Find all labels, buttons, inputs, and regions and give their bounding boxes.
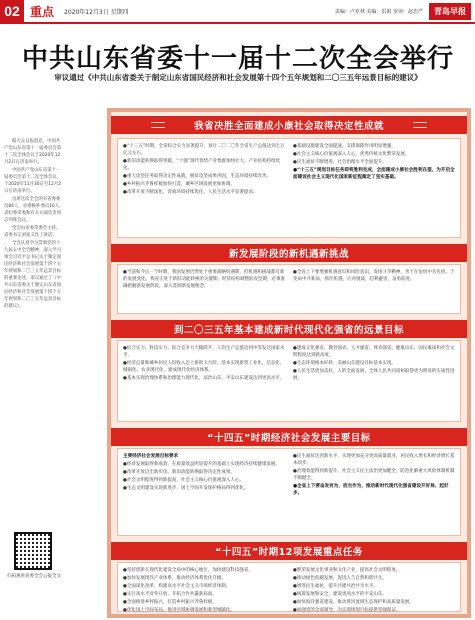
issue-date: 2020年12月3日 星期四 [64,8,129,16]
section-item: ●社会主义核心价值观深入人心，优秀传统文化繁荣发展。 [293,152,410,157]
section-item: ●推动绿色低碳发展，促进人与自然和谐共生。 [293,576,387,581]
section-title-1: 我省决胜全面建成小康社会取得决定性成就 [193,121,384,132]
qr-code[interactable] [14,532,52,570]
banner-ornament [151,122,165,128]
banner-ornament [413,122,427,128]
section-item: ●统筹发展和安全，建设更高水平的平安山东。 [293,592,387,597]
section-item: ●经济发展取得新成效，在质量效益明显提升的基础上实现经济持续健康发展。 [123,462,280,467]
section-title-5: “十四五”时期12项发展重点任务 [215,547,363,558]
section-item: ●全面推进乡村振兴，打造乡村振兴齐鲁样板。 [123,600,217,605]
section-item: ●重大攻坚任务取得决定性成就，脱贫攻坚成果巩固，生态环境持续改善。 [123,174,271,179]
left-article-column [4,138,64,311]
section-emphasis: ●“十三五”规划目标任务即将胜利完成，全面建成小康社会胜利在望，为开启全面建设社会主义现代化国家新征程奠定了坚实基础。 [293,168,455,180]
section-item: ●增进民生福祉，提升共建共治共享水平。 [293,584,378,589]
section-item: ●优化国土空间布局，推进区域协调发展和新型城镇化。 [123,608,235,613]
left-paragraph: 据大众日报消息，中国共产党山东省第十一届委员会第十二次全体会议于2020年12月2日在济南举行。 [4,139,62,165]
section-item: ●新旧动能转换取得突破，“十强”现代优势产业集群加快壮大，产业结构持续优化。 [123,159,281,171]
section-banner-1 [111,116,467,134]
section-title-2: 新发展阶段的新机遇新挑战 [228,249,349,260]
editor-credits: 责编：卢亚林 美编：雷娟 审读：赵忠严 [334,8,423,15]
subheadline: 审议通过《中共山东省委关于制定山东省国民经济和社会发展第十四个五年规划和二〇三五年远景目标的建议》 [54,73,422,82]
section-item: ●民生福祉不断增进，社会治理水平全面提升。 [293,160,387,165]
newspaper-logo: 青岛早报 [429,3,471,20]
section-item: ●基本实现治理体系和治理能力现代化，法治山东、平安山东建设达到更高水平。 [123,376,285,381]
section-item: ●坚持创新在现代化建设全局中的核心地位，加快建设科技强省。 [123,568,253,573]
left-paragraph: 全会认真学习贯彻党的十九届五中全会精神，深入学习领会习近平总书记关于制定国民经济和社会发展第十四个五年规划和二〇三五年远景目标的重要论述，审议通过了《中共山东省委关于制定山东省国民经济和社会发展第十四个五年规划和二〇三五年远景目标的建议》。 [4,241,62,309]
section-item: ●加强党的全面领导，为实现规划目标提供坚强保证。 [293,608,401,613]
section-banner-4 [111,428,467,446]
section-item: ●基础设施建设全面提速，支撑保障作用明显增强。 [293,144,396,149]
section-label: 重点 [30,4,55,19]
section-item: ●生态文明建设实现新进步，国土空间开发保护格局得到优化。 [123,486,249,491]
section-emphasis: ●全省上下要奋发有为、担当作为，推动新时代现代化强省建设开好局、起好步。 [293,484,449,496]
section-item: ●实行高水平对外开放，开拓合作共赢新局面。 [123,592,217,597]
section-body-3 [117,340,461,422]
section-item: ●改革开放迈出新步伐，新旧动能转换取得决定性成果。 [123,470,235,475]
section-item: ●经济总量和城乡居民人均收入迈上新的大台阶，基本实现新型工业化、信息化、城镇化、农业现代化，建成现代化经济体系。 [123,361,285,373]
section-banner-2 [111,244,467,262]
section-item: ●加快发展现代产业体系，推动经济体系优化升级。 [123,576,226,581]
section-item: ●改革开放不断深化，营商环境持续优化，人民生活水平显著提高。 [123,190,258,195]
section-item: ●当前和今后一个时期，我国发展仍然处于重要战略机遇期，但机遇和挑战都有新的发展变化。我省正处于新旧动能转换的关键期、经济结构调整的攻坚期，必须准确把握新发展阶段，深入贯彻新发展理念。 [123,270,285,289]
section-item: ●人民生活更加美好，人的全面发展、全体人民共同富裕取得更为明显的实质性进展。 [293,369,455,381]
section-item: ●全面深化改革，构建高水平社会主义市场经济体制。 [123,584,231,589]
section-banner-3 [111,320,467,338]
page-header [0,0,475,22]
summary-panel [107,108,471,618]
section-body-1 [117,138,461,238]
section-item: ●建成文化强省、教育强省、人才强省、体育强省、健康山东，国民素质和社会文明程度达到新高度。 [293,346,455,358]
left-paragraph: 全会由省委常委会主持。省委书记刘家义作了讲话。 [4,226,61,238]
left-paragraph: 中国共产党山东省第十一届委员会第十二次全体会议，于2020年11月30日至12月2日在济南举行。 [4,168,62,194]
section-subheading: 主要经济社会发展目标要求 [123,454,179,459]
section-body-5 [117,562,461,612]
section-item: ●社会文明程度得到新提高，社会主义核心价值观深入人心。 [123,478,244,483]
section-item: ●治理效能得到新提升，社会主义民主法治更加健全，防范化解重大风险体制机制不断健全。 [293,469,455,481]
section-title-3: 到二〇三五年基本建成新时代现代化强省的远景目标 [173,325,404,336]
section-item: ●综合实力、科技实力、综合竞争力大幅跃升，人均生产总值达到中等发达国家水平。 [123,346,285,358]
section-item: ●民生福祉达到新水平，实现更加充分更高质量就业，居民收入增长和经济增长基本同步。 [293,454,455,466]
section-item: ●“十三五”时期，全省综合实力显著提升，预计二〇二〇年全省生产总值达到七万亿元左右。 [123,144,285,156]
section-body-4 [117,448,461,536]
header-divider [0,22,475,24]
section-item: ●全省上下要增强机遇意识和风险意识，发扬斗争精神，善于在危机中育先机、于变局中开新局，抓住机遇，应对挑战，趋利避害，奋勇前进。 [293,270,455,282]
section-item: ●生态环境根本好转，美丽山东建设目标基本实现。 [293,361,396,366]
section-item: ●乡村振兴齐鲁样板加快打造，城乡区域发展更加协调。 [123,182,235,187]
qr-caption: 扫码观看省委全会公报全文 [7,574,61,579]
section-banner-5 [111,542,467,560]
page-number: 02 [0,0,24,22]
section-body-2 [117,264,461,314]
section-item: ●加快海洋强省建设，推动黄河流域生态保护和高质量发展。 [293,600,414,605]
headline: 中共山东省委十一届十二次全会举行 [21,44,454,74]
left-paragraph: 出席这次全会的有省委委员84人，省委候补委员10人。省纪委常委和有关方面负责同志列席会议。 [4,197,64,223]
section-title-4: “十四五”时期经济社会发展主要目标 [207,433,371,444]
section-item: ●繁荣发展文化事业和文化产业，提高社会文明程度。 [293,568,401,573]
